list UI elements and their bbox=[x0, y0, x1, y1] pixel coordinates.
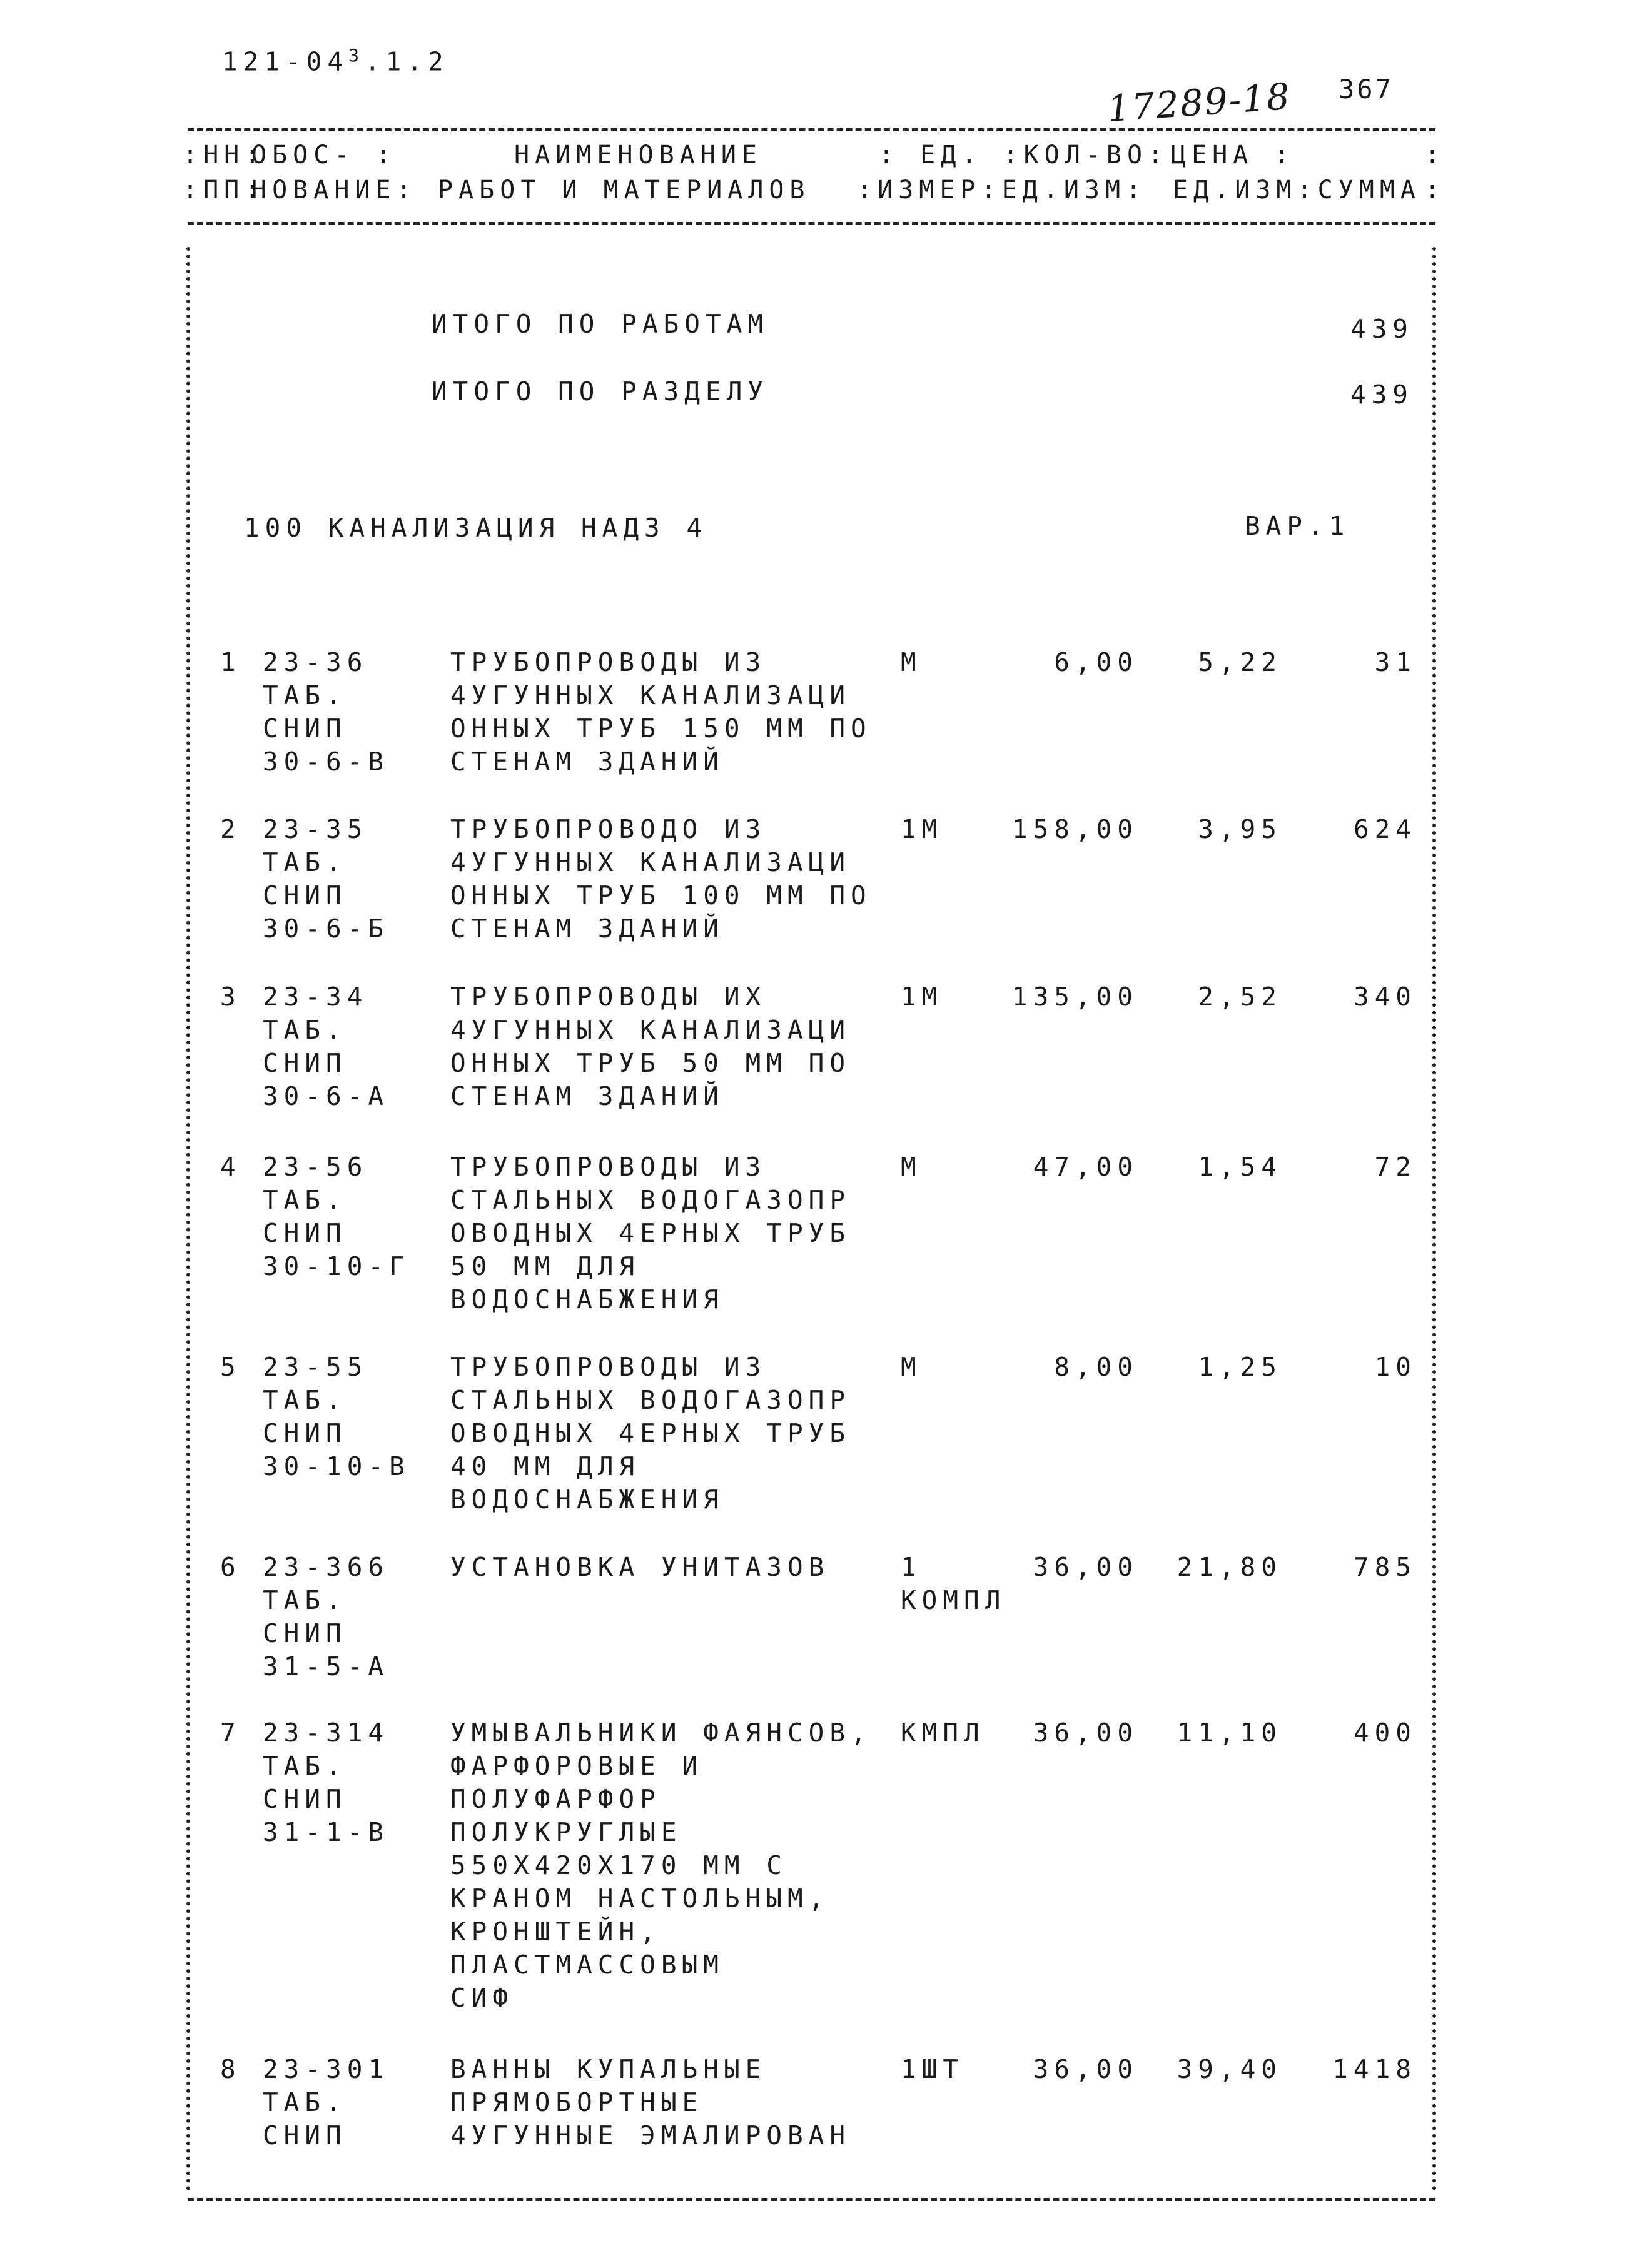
row-number: 2 bbox=[220, 814, 241, 844]
row-price: 1,54 bbox=[1198, 1152, 1282, 1182]
row-name-line: КРОНШТЕЙН, bbox=[450, 1917, 661, 1947]
row-basis bbox=[263, 813, 389, 945]
row-sum: 624 bbox=[1353, 814, 1417, 844]
row-basis bbox=[263, 1551, 389, 1683]
row-name-line: СТАЛЬНЫХ ВОДОГАЗОПР bbox=[450, 1385, 851, 1415]
total-works-label: ИТОГО ПО РАБОТАМ bbox=[432, 309, 769, 339]
page-number: 367 bbox=[1339, 74, 1394, 104]
row-basis-line: 30-10-В bbox=[263, 1451, 410, 1481]
header-row2-c4: :ИЗМЕР:ЕД.ИЗМ: bbox=[857, 176, 1147, 204]
row-name bbox=[450, 1351, 851, 1516]
row-name-line: 40 ММ ДЛЯ bbox=[450, 1451, 640, 1481]
row-basis-line: 23-55 bbox=[263, 1352, 368, 1382]
doc-code-tail: .1.2 bbox=[364, 46, 449, 77]
row-price: 3,95 bbox=[1198, 814, 1282, 844]
row-basis-line: ТАБ. bbox=[263, 1185, 347, 1215]
row-name-line: 4УГУННЫЕ ЭМАЛИРОВАН bbox=[450, 2120, 851, 2150]
row-basis-line: 23-314 bbox=[263, 1718, 390, 1748]
row-basis bbox=[263, 1351, 410, 1483]
header-row2-c1: :ПП: bbox=[183, 176, 266, 204]
header-row1-c4: : ЕД. :КОЛ-ВО: bbox=[879, 141, 1169, 169]
row-number: 5 bbox=[220, 1352, 241, 1382]
row-name-line: 4УГУННЫХ КАНАЛИЗАЦИ bbox=[450, 680, 851, 710]
row-basis-line: 23-301 bbox=[263, 2054, 390, 2084]
row-basis-line: ТАБ. bbox=[263, 1585, 347, 1615]
row-basis-line: ТАБ. bbox=[263, 680, 347, 710]
row-basis-line: СНИП bbox=[263, 880, 347, 910]
row-basis-line: 30-6-Б bbox=[263, 914, 390, 944]
row-name-line: ПРЯМОБОРТНЫЕ bbox=[450, 2087, 704, 2117]
row-sum: 72 bbox=[1374, 1152, 1417, 1182]
handwritten-number: 17289-18 bbox=[1105, 74, 1292, 131]
row-unit-line: КОМПЛ bbox=[901, 1585, 1006, 1615]
row-sum: 10 bbox=[1374, 1352, 1417, 1382]
row-name-line: СТЕНАМ ЗДАНИЙ bbox=[450, 1081, 724, 1111]
row-quantity: 36,00 bbox=[1033, 2054, 1138, 2084]
row-basis-line: ТАБ. bbox=[263, 1751, 347, 1781]
body-left-border bbox=[186, 247, 190, 2192]
row-unit-line: М bbox=[901, 1352, 922, 1382]
row-name-line: СТЕНАМ ЗДАНИЙ bbox=[450, 914, 724, 944]
row-unit bbox=[901, 980, 943, 1014]
row-name-line: 4УГУННЫХ КАНАЛИЗАЦИ bbox=[450, 1015, 851, 1045]
row-quantity: 158,00 bbox=[1011, 814, 1138, 844]
row-unit bbox=[901, 1716, 985, 1750]
header-row1-c6: : bbox=[1425, 141, 1446, 169]
row-name-line: ОВОДНЫХ 4ЕРНЫХ ТРУБ bbox=[450, 1418, 851, 1448]
header-row2-c5: ЕД.ИЗМ:СУММА bbox=[1173, 176, 1421, 204]
total-section-label: ИТОГО ПО РАЗДЕЛУ bbox=[432, 376, 769, 406]
row-price: 5,22 bbox=[1198, 647, 1282, 677]
total-section-value: 439 bbox=[1350, 380, 1414, 410]
row-name-line: ФАРФОРОВЫЕ И bbox=[450, 1751, 704, 1781]
row-name-line: ОННЫХ ТРУБ 100 ММ ПО bbox=[450, 880, 872, 910]
row-price: 1,25 bbox=[1198, 1352, 1282, 1382]
row-name-line: ОННЫХ ТРУБ 50 ММ ПО bbox=[450, 1048, 851, 1078]
row-name-line: 550Х420Х170 ММ С bbox=[450, 1850, 787, 1880]
row-basis-line: ТАБ. bbox=[263, 1385, 347, 1415]
row-name bbox=[450, 2053, 851, 2152]
row-unit bbox=[901, 2053, 964, 2086]
row-sum: 340 bbox=[1353, 982, 1417, 1012]
header-top-rule bbox=[188, 128, 1435, 131]
total-works-value: 439 bbox=[1350, 314, 1414, 344]
row-price: 11,10 bbox=[1177, 1718, 1282, 1748]
row-name bbox=[450, 1716, 872, 2015]
row-sum: 1418 bbox=[1332, 2054, 1417, 2084]
row-basis-line: 23-34 bbox=[263, 982, 368, 1012]
row-quantity: 36,00 bbox=[1033, 1718, 1138, 1748]
row-unit bbox=[901, 1151, 922, 1184]
row-number: 4 bbox=[220, 1152, 241, 1182]
header-row1-c2: ОБОС- : bbox=[251, 141, 397, 169]
row-name-line: ВАННЫ КУПАЛЬНЫЕ bbox=[450, 2054, 767, 2084]
row-basis-line: СНИП bbox=[263, 1048, 347, 1078]
document-code bbox=[222, 39, 449, 79]
section-title: 100 КАНАЛИЗАЦИЯ НАДЗ 4 bbox=[244, 513, 708, 543]
row-quantity: 6,00 bbox=[1054, 647, 1138, 677]
header-row1-c5: ЦЕНА : bbox=[1171, 141, 1295, 169]
row-quantity: 36,00 bbox=[1033, 1552, 1138, 1582]
row-name-line: СТЕНАМ ЗДАНИЙ bbox=[450, 747, 724, 777]
row-basis-line: 23-366 bbox=[263, 1552, 390, 1582]
row-basis-line: 23-36 bbox=[263, 647, 368, 677]
row-unit bbox=[901, 1351, 922, 1384]
row-name bbox=[450, 646, 872, 779]
row-basis bbox=[263, 980, 389, 1113]
row-basis-line: 30-10-Г bbox=[263, 1251, 410, 1281]
row-name-line: ТРУБОПРОВОДЫ ИЗ bbox=[450, 647, 767, 677]
row-unit-line: 1М bbox=[901, 982, 943, 1012]
row-sum: 31 bbox=[1374, 647, 1417, 677]
row-basis-line: СНИП bbox=[263, 1618, 347, 1648]
row-quantity: 47,00 bbox=[1033, 1152, 1138, 1182]
row-basis-line: ТАБ. bbox=[263, 2087, 347, 2117]
row-basis-line: ТАБ. bbox=[263, 1015, 347, 1045]
doc-code-text: 121-04 bbox=[222, 46, 349, 77]
row-name bbox=[450, 1151, 851, 1316]
row-sum: 785 bbox=[1353, 1552, 1417, 1582]
row-name-line: ТРУБОПРОВОДЫ ИЗ bbox=[450, 1152, 767, 1182]
row-unit-line: 1ШТ bbox=[901, 2054, 964, 2084]
row-quantity: 8,00 bbox=[1054, 1352, 1138, 1382]
row-name bbox=[450, 813, 872, 945]
row-unit-line: КМПЛ bbox=[901, 1718, 985, 1748]
row-number: 3 bbox=[220, 982, 241, 1012]
row-number: 1 bbox=[220, 647, 241, 677]
row-quantity: 135,00 bbox=[1011, 982, 1138, 1012]
header-row2-c3: РАБОТ И МАТЕРИАЛОВ bbox=[438, 176, 811, 204]
row-unit-line: М bbox=[901, 647, 922, 677]
row-basis-line: СНИП bbox=[263, 1418, 347, 1448]
row-unit-line: 1 bbox=[901, 1552, 922, 1582]
row-basis-line: 30-6-А bbox=[263, 1081, 390, 1111]
header-row1-c3: НАИМЕНОВАНИЕ bbox=[514, 141, 762, 169]
header-row2-c6: : bbox=[1425, 176, 1446, 204]
row-unit-line: М bbox=[901, 1152, 922, 1182]
row-unit-line: 1М bbox=[901, 814, 943, 844]
row-number: 6 bbox=[220, 1552, 241, 1582]
doc-code-superscript: 3 bbox=[348, 45, 365, 66]
row-basis-line: 31-5-А bbox=[263, 1651, 390, 1681]
row-basis bbox=[263, 646, 389, 779]
row-number: 8 bbox=[220, 2054, 241, 2084]
body-bottom-rule bbox=[188, 2198, 1435, 2201]
section-variant: ВАР.1 bbox=[1245, 511, 1350, 541]
row-name-line: УМЫВАЛЬНИКИ ФАЯНСОВ, bbox=[450, 1718, 872, 1748]
row-basis-line: СНИП bbox=[263, 2120, 347, 2150]
row-name bbox=[450, 980, 851, 1113]
row-name-line: 50 ММ ДЛЯ bbox=[450, 1251, 640, 1281]
row-name-line: СИФ bbox=[450, 1983, 514, 2013]
row-name-line: ТРУБОПРОВОДО ИЗ bbox=[450, 814, 767, 844]
row-price: 2,52 bbox=[1198, 982, 1282, 1012]
row-price: 39,40 bbox=[1177, 2054, 1282, 2084]
row-name-line: ТРУБОПРОВОДЫ ИХ bbox=[450, 982, 767, 1012]
row-name-line: ПОЛУФАРФОР bbox=[450, 1784, 661, 1814]
row-name-line: ТРУБОПРОВОДЫ ИЗ bbox=[450, 1352, 767, 1382]
row-name bbox=[450, 1551, 829, 1584]
row-name-line: ОННЫХ ТРУБ 150 ММ ПО bbox=[450, 713, 872, 743]
row-basis bbox=[263, 2053, 389, 2152]
body-right-border bbox=[1432, 247, 1436, 2192]
row-basis-line: ТАБ. bbox=[263, 847, 347, 877]
row-name-line: КРАНОМ НАСТОЛЬНЫМ, bbox=[450, 1883, 830, 1913]
row-unit bbox=[901, 813, 943, 846]
row-name-line: 4УГУННЫХ КАНАЛИЗАЦИ bbox=[450, 847, 851, 877]
row-number: 7 bbox=[220, 1718, 241, 1748]
row-price: 21,80 bbox=[1177, 1552, 1282, 1582]
row-basis-line: СНИП bbox=[263, 1784, 347, 1814]
header-row1-c1: :НН: bbox=[183, 141, 266, 169]
row-basis-line: СНИП bbox=[263, 713, 347, 743]
row-name-line: ОВОДНЫХ 4ЕРНЫХ ТРУБ bbox=[450, 1218, 851, 1248]
row-basis-line: 31-1-В bbox=[263, 1817, 390, 1847]
row-name-line: ВОДОСНАБЖЕНИЯ bbox=[450, 1484, 724, 1515]
row-name-line: СТАЛЬНЫХ ВОДОГАЗОПР bbox=[450, 1185, 851, 1215]
row-name-line: ВОДОСНАБЖЕНИЯ bbox=[450, 1284, 724, 1314]
row-sum: 400 bbox=[1353, 1718, 1417, 1748]
row-basis-line: 23-35 bbox=[263, 814, 368, 844]
header-bottom-rule bbox=[188, 222, 1435, 225]
row-basis-line: СНИП bbox=[263, 1218, 347, 1248]
row-unit bbox=[901, 646, 922, 679]
row-basis bbox=[263, 1151, 410, 1283]
header-row2-c2: НОВАНИЕ: bbox=[251, 176, 417, 204]
row-name-line: УСТАНОВКА УНИТАЗОВ bbox=[450, 1552, 830, 1582]
row-name-line: ПОЛУКРУГЛЫЕ bbox=[450, 1817, 682, 1847]
row-basis-line: 23-56 bbox=[263, 1152, 368, 1182]
row-basis-line: 30-6-В bbox=[263, 747, 390, 777]
row-name-line: ПЛАСТМАССОВЫМ bbox=[450, 1950, 724, 1980]
row-basis bbox=[263, 1716, 389, 1849]
